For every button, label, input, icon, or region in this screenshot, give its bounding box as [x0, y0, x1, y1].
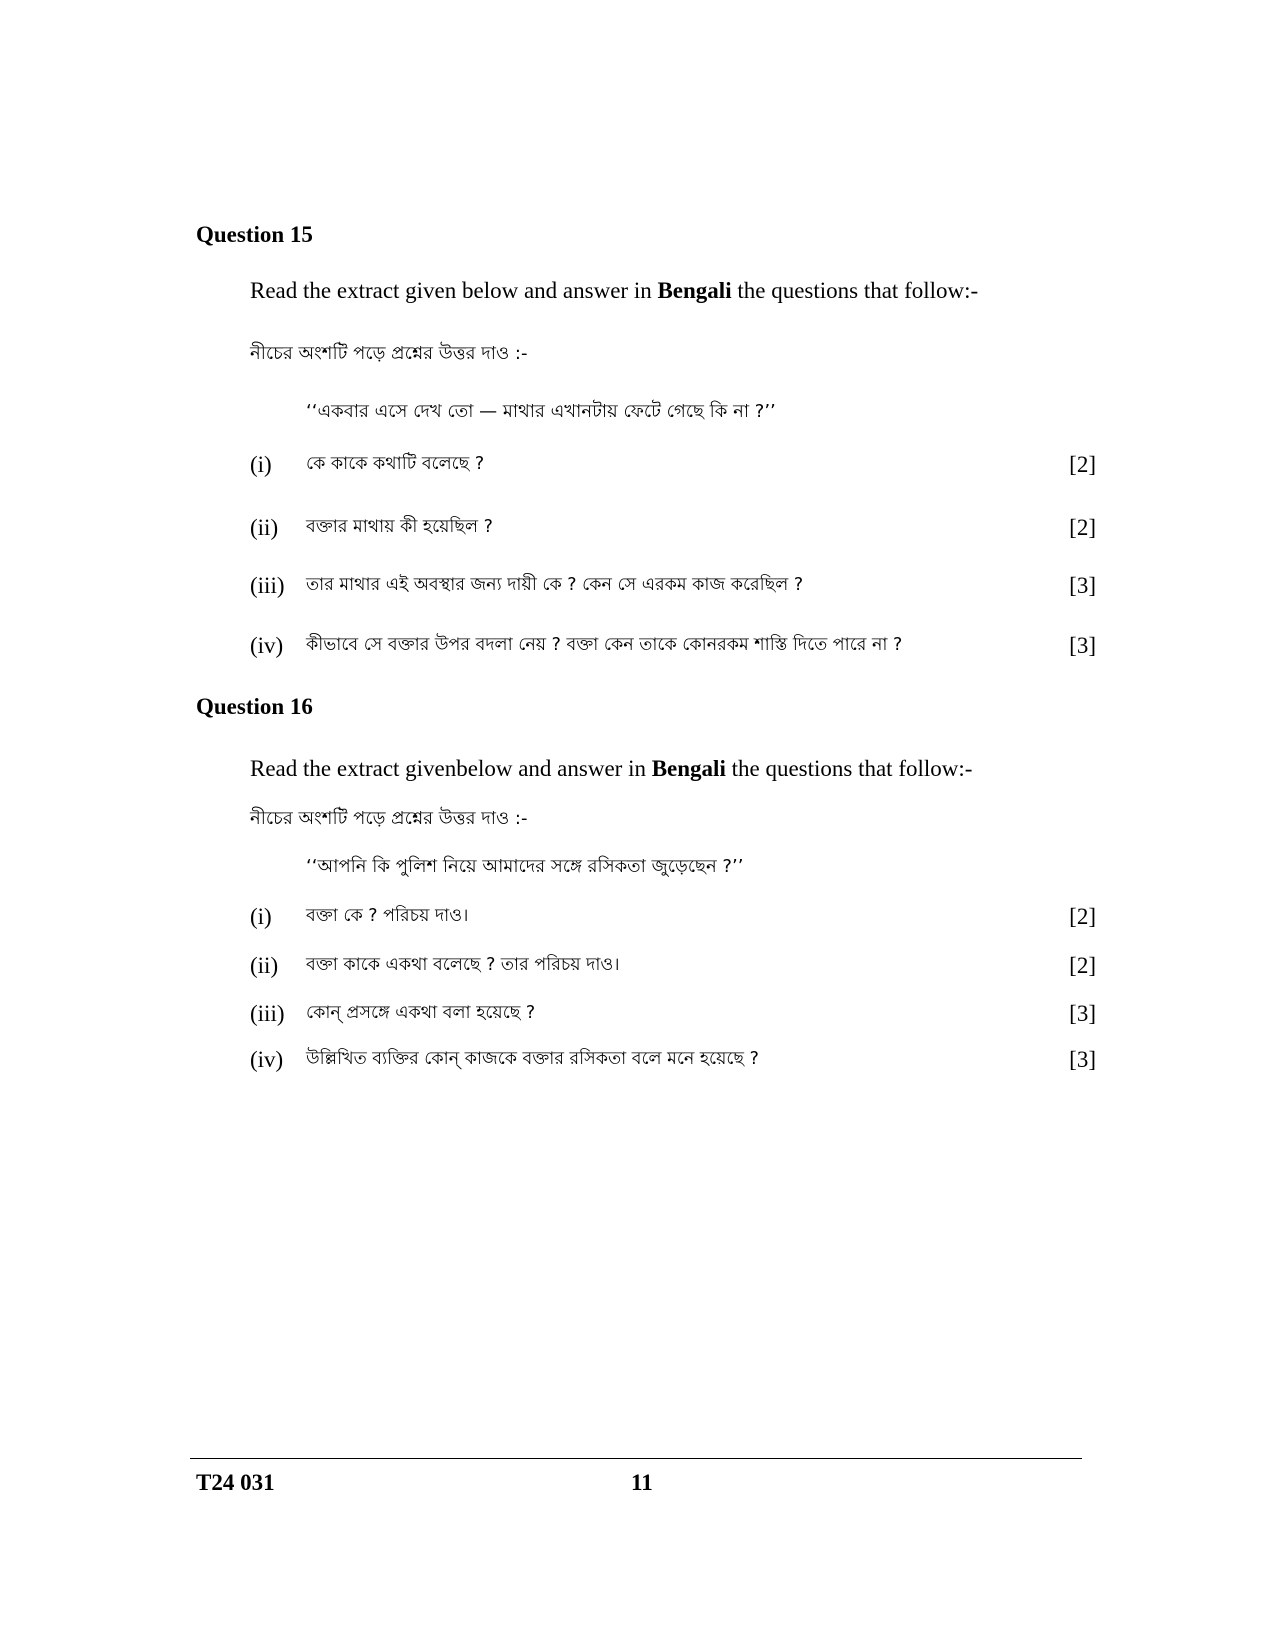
question-15-heading: Question 15	[196, 222, 313, 247]
question-16-item-ii	[250, 951, 1096, 981]
item-text: বক্তা কাকে একথা বলেছে ? তার পরিচয় দাও।	[306, 954, 620, 975]
item-text: কে কাকে কথাটি বলেছে ?	[306, 453, 485, 474]
item-marks: [2]	[1069, 515, 1096, 540]
item-number: (ii)	[250, 515, 279, 540]
instruction-language: Bengali	[657, 278, 732, 303]
question-15-item-iv	[250, 631, 1096, 661]
instruction-text: the questions that follow:-	[725, 756, 973, 781]
item-marks: [3]	[1069, 1047, 1096, 1072]
item-text: বক্তার মাথায় কী হয়েছিল ?	[306, 516, 493, 537]
question-16-item-i	[250, 902, 1096, 932]
item-marks: [2]	[1069, 953, 1096, 978]
question-16-item-iii	[250, 999, 1096, 1029]
instruction-language: Bengali	[651, 756, 726, 781]
paper-code: T24 031	[196, 1470, 275, 1495]
instruction-text: Read the extract givenbelow and answer in	[250, 756, 652, 781]
page-number: 11	[631, 1470, 653, 1495]
instruction-text: Read the extract given below and answer in	[250, 278, 658, 303]
item-text: বক্তা কে ? পরিচয় দাও।	[306, 905, 469, 926]
item-number: (iv)	[250, 633, 284, 658]
question-16-bengali-instruction: নীচের অংশটি পড়ে প্রশ্নের উত্তর দাও :-	[250, 808, 528, 829]
item-marks: [3]	[1069, 573, 1096, 598]
item-number: (iii)	[250, 573, 285, 598]
question-16-item-iv	[250, 1045, 1096, 1075]
question-16-heading: Question 16	[196, 694, 313, 719]
question-15-bengali-instruction: নীচের অংশটি পড়ে প্রশ্নের উত্তর দাও :-	[250, 343, 528, 364]
instruction-text: the questions that follow:-	[731, 278, 979, 303]
question-15-item-ii	[250, 513, 1096, 543]
question-16-instruction	[250, 756, 972, 782]
item-marks: [2]	[1069, 452, 1096, 477]
question-15-extract-quote: ‘‘একবার এসে দেখ তো — মাথার এখানটায় ফেটে গেছে কি না ?’’	[306, 401, 776, 422]
item-number: (i)	[250, 904, 272, 929]
item-marks: [3]	[1069, 633, 1096, 658]
question-15-item-iii	[250, 571, 1096, 601]
item-number: (iii)	[250, 1001, 285, 1026]
item-text: উল্লিখিত ব্যক্তির কোন্ কাজকে বক্তার রসিকতা বলে মনে হয়েছে ?	[306, 1048, 759, 1069]
item-marks: [3]	[1069, 1001, 1096, 1026]
item-text: কীভাবে সে বক্তার উপর বদলা নেয় ? বক্তা কেন তাকে কোনরকম শাস্তি দিতে পারে না ?	[306, 634, 903, 655]
question-16-extract-quote: ‘‘আপনি কি পুলিশ নিয়ে আমাদের সঙ্গে রসিকতা জুড়েছেন ?’’	[306, 856, 744, 877]
item-number: (ii)	[250, 953, 279, 978]
item-marks: [2]	[1069, 904, 1096, 929]
item-number: (i)	[250, 452, 272, 477]
question-15-item-i	[250, 450, 1096, 480]
question-15-instruction	[250, 278, 978, 304]
footer-divider	[190, 1458, 1082, 1459]
item-text: তার মাথার এই অবস্থার জন্য দায়ী কে ? কেন সে এরকম কাজ করেছিল ?	[306, 574, 804, 595]
item-text: কোন্ প্রসঙ্গে একথা বলা হয়েছে ?	[306, 1002, 536, 1023]
item-number: (iv)	[250, 1047, 284, 1072]
